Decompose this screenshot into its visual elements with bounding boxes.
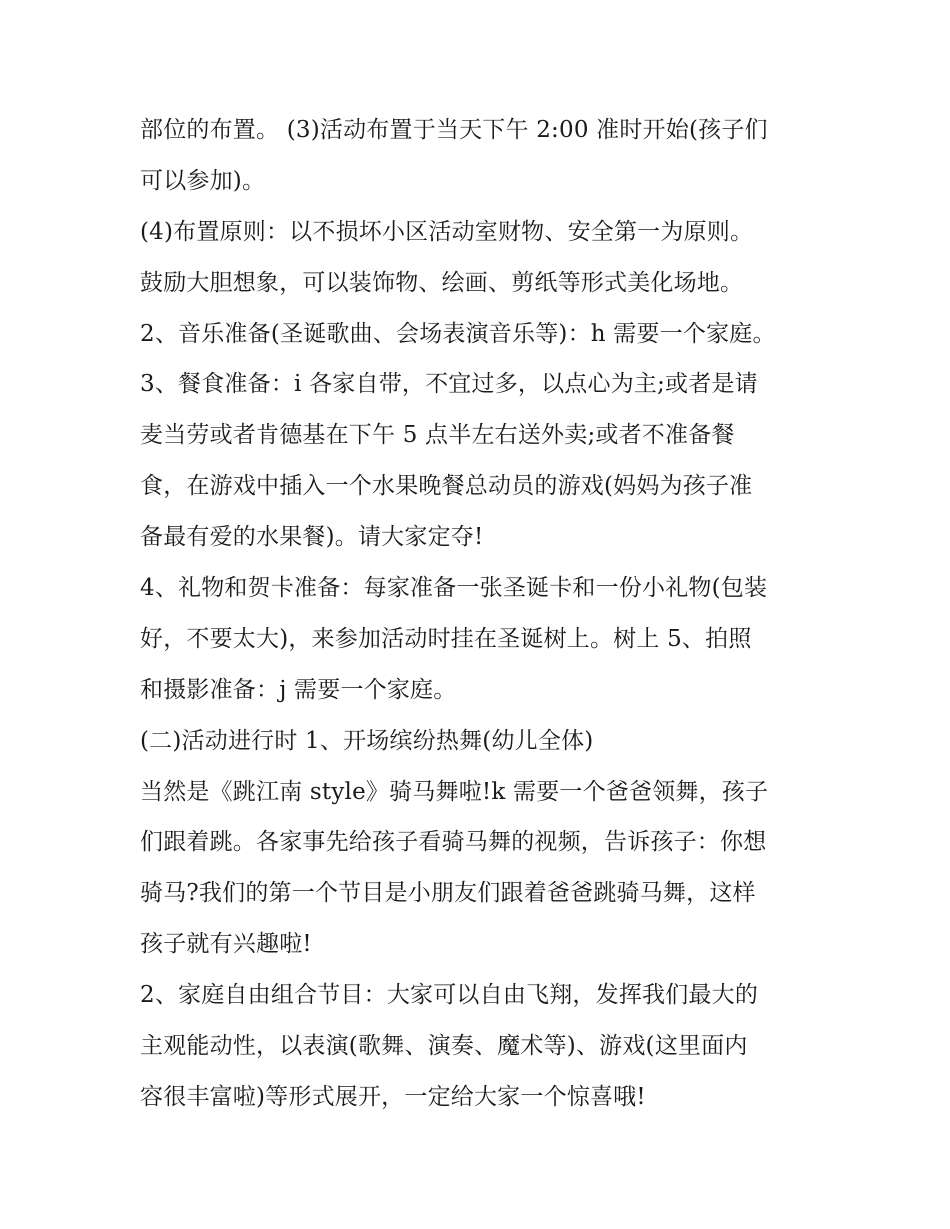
text-line: 部位的布置。 (3)活动布置于当天下午 2:00 准时开始(孩子们	[140, 117, 768, 143]
text-line: 备最有爱的水果餐)。请大家定夺!	[140, 524, 484, 551]
text-line: 2、家庭自由组合节目：大家可以自由飞翔，发挥我们最大的	[140, 982, 759, 1009]
text-line: 们跟着跳。各家事先给孩子看骑马舞的视频，告诉孩子：你想	[140, 829, 767, 856]
text-line: 主观能动性，以表演(歌舞、演奏、魔术等)、游戏(这里面内	[140, 1033, 748, 1060]
text-line: 可以参加)。	[140, 167, 266, 194]
text-line: 食，在游戏中插入一个水果晚餐总动员的游戏(妈妈为孩子准	[140, 473, 753, 500]
text-line: 2、音乐准备(圣诞歌曲、会场表演音乐等)：h 需要一个家庭。	[140, 320, 776, 347]
text-line: 当然是《跳江南 style》骑马舞啦!k 需要一个爸爸领舞，孩子	[140, 778, 769, 805]
text-line: 骑马?我们的第一个节目是小朋友们跟着爸爸跳骑马舞，这样	[140, 880, 756, 907]
text-line: 麦当劳或者肯德基在下午 5 点半左右送外卖;或者不准备餐	[140, 422, 735, 449]
text-line: 好，不要太大)，来参加活动时挂在圣诞树上。树上 5、拍照	[140, 625, 752, 652]
text-line: (4)布置原则：以不损坏小区活动室财物、安全第一为原则。	[140, 218, 754, 245]
text-line: (二)活动进行时 1、开场缤纷热舞(幼儿全体)	[140, 727, 594, 754]
text-line: 4、礼物和贺卡准备：每家准备一张圣诞卡和一份小礼物(包装	[140, 575, 768, 602]
text-line: 鼓励大胆想象，可以装饰物、绘画、剪纸等形式美化场地。	[140, 269, 744, 296]
text-line: 和摄影准备：j 需要一个家庭。	[140, 676, 457, 703]
text-line: 容很丰富啦)等形式展开，一定给大家一个惊喜哦!	[140, 1083, 646, 1110]
text-line: 3、餐食准备：i 各家自带，不宜过多，以点心为主;或者是请	[140, 371, 758, 398]
text-line: 孩子就有兴趣啦!	[140, 931, 312, 958]
document-body	[140, 105, 840, 1123]
